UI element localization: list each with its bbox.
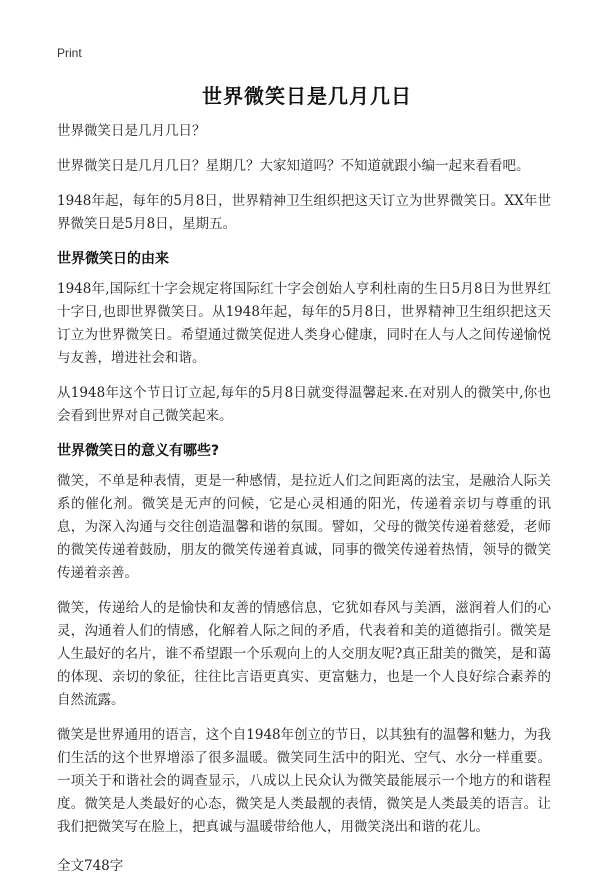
section-heading-origin: 世界微笑日的由来	[57, 251, 169, 267]
section-heading-meaning: 世界微笑日的意义有哪些?	[57, 443, 220, 459]
paragraph-question: 世界微笑日是几月几日？	[57, 123, 206, 139]
print-label[interactable]: Print	[57, 46, 82, 60]
paragraph-meaning-1: 微笑，不单是种表情，更是一种感情，是拉近人们之间距离的法宝，是融洽人际关系的催化剂。微笑是无声的问候，它是心灵相通的阳光，传递着亲切与尊重的讯息，为深入沟通与交往创造温馨和谐的氛围。譬如，父母的微笑传递着慈爱，老师的微笑传递着鼓励，朋友的微笑传递着真诚，同事的微笑传递着热情，领导的微笑传递着亲善。	[57, 473, 551, 581]
word-count: 全文748字	[57, 858, 124, 874]
paragraph-date: 1948年起，每年的5月8日，世界精神卫生组织把这天订立为世界微笑日。XX年世界微笑日是5月8日，星期五。	[57, 193, 551, 232]
paragraph-origin: 1948年,国际红十字会规定将国际红十字会创始人亨利杜南的生日5月8日为世界红十字日,也即世界微笑日。从1948年起，每年的5月8日，世界精神卫生组织把这天订立为世界微笑日。希望通过微笑促进人类身心健康，同时在人与人之间传递愉悦与友善，增进社会和谐。	[57, 281, 551, 366]
paragraph-meaning-3: 微笑是世界通用的语言，这个自1948年创立的节日，以其独有的温馨和魅力，为我们生活的这个世界增添了很多温暖。微笑同生活中的阳光、空气、水分一样重要。一项关于和谐社会的调查显示，八成以上民众认为微笑最能展示一个地方的和谐程度。微笑是人类最好的心态，微笑是人类最靓的表情，微笑是人类最美的语言。让我们把微笑写在脸上，把真诚与温暖带给他人，用微笑浇出和谐的花儿。	[57, 727, 551, 835]
page-title: 世界微笑日是几月几日	[202, 84, 412, 108]
paragraph-origin-2: 从1948年这个节日订立起,每年的5月8日就变得温馨起来.在对别人的微笑中,你也会看到世界对自己微笑起来。	[57, 385, 551, 424]
paragraph-intro: 世界微笑日是几月几日？星期几？大家知道吗？不知道就跟小编一起来看看吧。	[57, 158, 530, 174]
article-body	[57, 120, 551, 878]
paragraph-meaning-2: 微笑，传递给人的是愉快和友善的情感信息，它犹如春风与美酒，滋润着人们的心灵，沟通着人们的情感，化解着人际之间的矛盾，代表着和美的道德指引。微笑是人生最好的名片，谁不希望跟一个乐观向上的人交朋友呢?真正甜美的微笑，是和蔼的体现、亲切的象征，往往比言语更真实、更富魅力，也是一个人良好综合素养的自然流露。	[57, 600, 551, 708]
